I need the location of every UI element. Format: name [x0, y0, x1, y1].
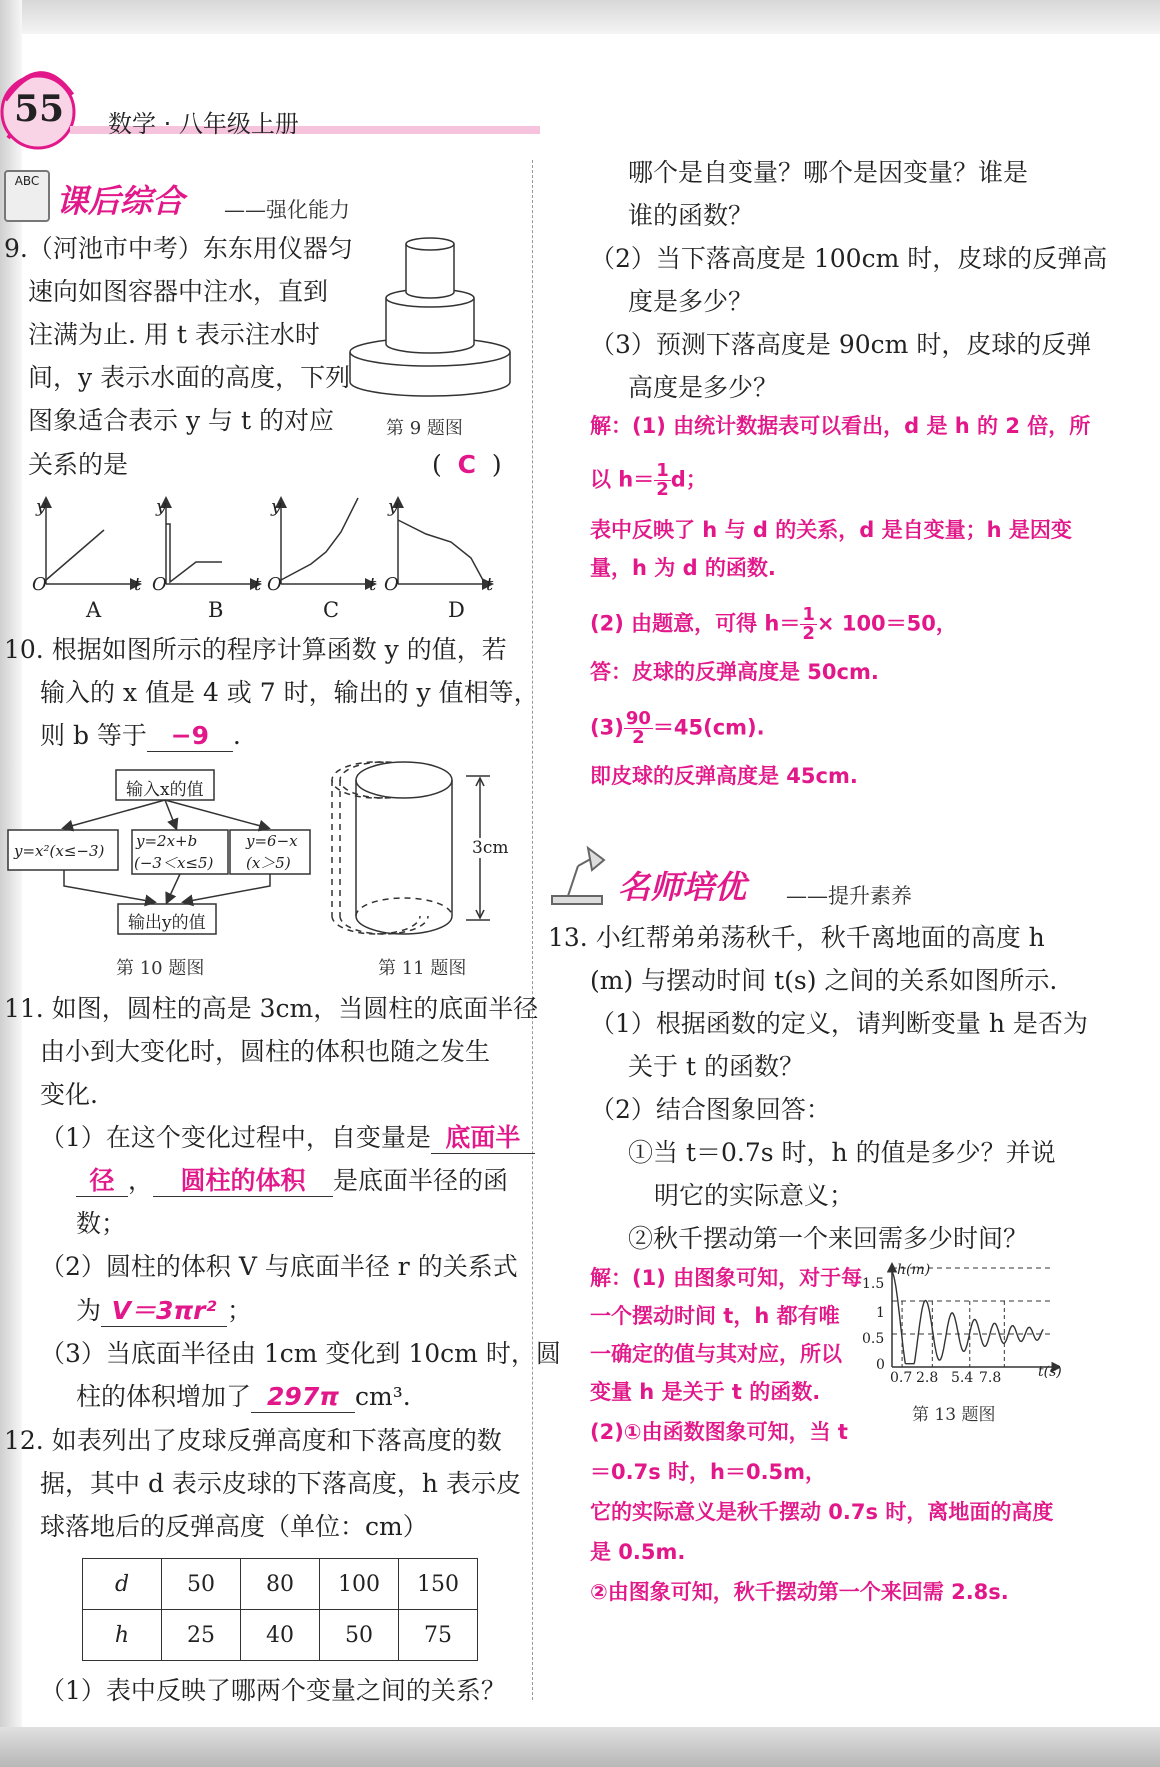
q9-line-6: 关系的是: [28, 450, 129, 479]
q10-line-2: 输入的 x 值是 4 或 7 时，输出的 y 值相等，: [40, 678, 539, 707]
q13-sol-7: 它的实际意义是秋千摆动 0.7s 时，离地面的高度: [590, 1500, 1054, 1524]
q13-ytick-1: 1: [876, 1305, 885, 1321]
q11-p3-line-2: 柱的体积增加了 297π cm³.: [76, 1382, 411, 1411]
page-shadow-bottom: [0, 1727, 1160, 1767]
q12-line-3: 球落地后的反弹高度（单位：cm）: [40, 1512, 428, 1541]
q11-caption: 第 11 题图: [378, 958, 467, 979]
q9-b-origin: O: [152, 574, 167, 595]
q9-d-origin: O: [384, 574, 399, 595]
q13-sol-1: 解：(1) 由图象可知，对于每: [590, 1266, 863, 1290]
q13-line-8: ②秋千摆动第一个来回需多少时间？: [628, 1224, 1029, 1253]
q9-option-d: D: [448, 598, 465, 622]
q13-sol-8: 是 0.5m.: [590, 1540, 686, 1564]
table-cell: 50: [162, 1559, 241, 1610]
q13-x-label: t(s): [1038, 1364, 1062, 1380]
q9-a-y: y: [36, 496, 47, 517]
q10-caption: 第 10 题图: [116, 958, 205, 979]
q9-c-y: y: [271, 496, 282, 517]
q9-line-5: 图象适合表示 y 与 t 的对应: [28, 406, 334, 435]
q12-line-2: 据，其中 d 表示皮球的下落高度，h 表示皮: [40, 1469, 521, 1498]
lamp-icon: [548, 842, 608, 908]
q9-line-2: 速向如图容器中注水，直到: [28, 277, 329, 306]
q12-p3-1: （3）预测下落高度是 90cm 时，皮球的反弹: [590, 330, 1092, 359]
table-cell: 50: [320, 1610, 399, 1661]
q11-answer-4: 297π: [251, 1382, 355, 1413]
flow-right-2: (x＞5): [246, 854, 291, 872]
q11-p1-line-2: 径 ， 圆柱的体积 是底面半径的函: [76, 1166, 508, 1197]
flow-mid-1: y=2x+b: [136, 832, 198, 850]
q9-line-1: 9.（河池市中考）东东用仪器匀: [4, 234, 353, 263]
q13-sol-6: ＝0.7s 时，h＝0.5m，: [590, 1460, 827, 1484]
q9-answer: C: [457, 450, 477, 479]
section-subtitle-after-class: ——强化能力: [224, 198, 350, 222]
section-title-master: 名师培优: [618, 868, 747, 906]
q12-sol-1b: 以 h＝ $\frac{1}{2}$ d；: [590, 460, 707, 500]
table-cell: 75: [399, 1610, 478, 1661]
q12-sol-3: (2) 由题意，可得 h＝ $\frac{1}{2}$ × 100＝50，: [590, 604, 957, 644]
q9-line-4: 间，y 表示水面的高度，下列: [28, 363, 351, 392]
q11-answer-1b: 径: [76, 1166, 128, 1197]
q13-sol-2: 一个摆动时间 t，h 都有唯: [590, 1304, 840, 1328]
q11-p1-line-3: 数；: [76, 1209, 127, 1238]
q9-b-y: y: [156, 496, 167, 517]
q12-sol-fraction-3: $\frac{90}{2}$: [625, 708, 651, 748]
q13-line-1: 13. 小红帮弟弟荡秋千，秋千离地面的高度 h: [548, 923, 1045, 952]
q9-d-t: t: [486, 574, 494, 595]
page-number: 55: [14, 88, 65, 130]
q9-d-y: y: [388, 496, 399, 517]
flow-left: y=x²(x≤−3): [14, 842, 105, 860]
q11-answer-3: V＝3πr²: [101, 1296, 227, 1327]
table-cell: 150: [399, 1559, 478, 1610]
column-divider: [532, 160, 533, 1700]
table-cell: h: [83, 1610, 162, 1661]
q10-line-3: 则 b 等于 −9 .: [40, 721, 241, 750]
q9-option-c: C: [323, 598, 340, 622]
q13-sol-3: 一确定的值与其对应，所以: [590, 1342, 842, 1366]
q12-p2-1: （2）当下落高度是 100cm 时，皮球的反弹高: [590, 244, 1108, 273]
q12-p2-2: 度是多少？: [628, 287, 754, 316]
q9-line-3: 注满为止. 用 t 表示注水时: [28, 320, 320, 349]
q13-ytick-0: 0: [876, 1357, 885, 1373]
q11-p3-line: （3）当底面半径由 1cm 变化到 10cm 时，圆: [40, 1339, 561, 1368]
q11-p1-line: （1）在这个变化过程中，自变量是 底面半: [40, 1123, 535, 1154]
q13-line-7: 明它的实际意义；: [654, 1181, 855, 1210]
q12-data-table: [82, 1558, 478, 1661]
q13-line-3: （1）根据函数的定义，请判断变量 h 是否为: [590, 1009, 1088, 1038]
q11-height-label: 3cm: [472, 838, 509, 858]
flow-input: 输入x的值: [126, 780, 204, 800]
q13-ytick-0-5: 0.5: [862, 1331, 885, 1347]
q12-p1-cont-1: 哪个是自变量？哪个是因变量？谁是: [628, 158, 1029, 187]
q13-sol-9: ②由图象可知，秋千摆动第一个来回需 2.8s.: [590, 1580, 1009, 1604]
table-row: [83, 1610, 478, 1661]
q9-c-origin: O: [267, 574, 282, 595]
q9-option-a: A: [86, 598, 102, 622]
q12-sol-5: (3) $\frac{90}{2}$ ＝45(cm).: [590, 708, 765, 748]
q11-p2-line: （2）圆柱的体积 V 与底面半径 r 的关系式: [40, 1252, 518, 1281]
flow-right-1: y=6−x: [246, 832, 298, 850]
q11-line-1: 11. 如图，圆柱的高是 3cm，当圆柱的底面半径: [4, 994, 539, 1023]
q11-answer-2: 圆柱的体积: [153, 1166, 333, 1197]
q12-sol-6: 即皮球的反弹高度是 45cm.: [590, 764, 858, 788]
q13-xtick-2-8: 2.8: [916, 1370, 939, 1386]
q13-xtick-5-4: 5.4: [951, 1370, 974, 1386]
q9-answer-bracket: ( C ): [432, 450, 502, 479]
q12-p1: （1）表中反映了哪两个变量之间的关系？: [40, 1676, 506, 1705]
q13-y-label: h(m): [897, 1262, 931, 1278]
book-title: 数学 · 八年级上册: [108, 110, 299, 138]
q12-sol-fraction-2: $\frac{1}{2}$: [802, 604, 815, 644]
table-cell: 100: [320, 1559, 399, 1610]
q12-sol-fraction: $\frac{1}{2}$: [656, 460, 669, 500]
q12-sol-1a: 解：(1) 由统计数据表可以看出，d 是 h 的 2 倍，所: [590, 414, 1091, 438]
q13-sol-4: 变量 h 是关于 t 的函数.: [590, 1380, 821, 1404]
q13-ytick-1-5: 1.5: [862, 1276, 885, 1292]
q12-p3-2: 高度是多少？: [628, 373, 779, 402]
page-shadow-top: [0, 0, 1160, 34]
table-cell: 40: [241, 1610, 320, 1661]
q13-caption: 第 13 题图: [912, 1405, 996, 1425]
q9-a-t: t: [134, 574, 142, 595]
q13-line-5: （2）结合图象回答：: [590, 1095, 831, 1124]
q12-p1-cont-2: 谁的函数？: [628, 201, 754, 230]
q9-container-figure: [344, 232, 524, 402]
q13-xtick-7-8: 7.8: [979, 1370, 1002, 1386]
q13-graph: [860, 1262, 1060, 1382]
q13-xtick-0-7: 0.7: [890, 1370, 913, 1386]
q9-figure-caption: 第 9 题图: [386, 418, 463, 439]
table-cell: d: [83, 1559, 162, 1610]
q13-line-6: ①当 t＝0.7s 时，h 的值是多少？并说: [628, 1138, 1056, 1167]
flow-mid-2: (−3＜x≤5): [134, 854, 214, 872]
q10-answer: −9: [147, 721, 233, 752]
q13-sol-5: (2)①由函数图象可知，当 t: [590, 1420, 848, 1444]
q13-line-4: 关于 t 的函数？: [628, 1052, 804, 1081]
table-cell: 25: [162, 1610, 241, 1661]
table-row: [83, 1559, 478, 1610]
q13-curve: [892, 1272, 1043, 1364]
q9-b-t: t: [254, 574, 262, 595]
q12-sol-2a: 表中反映了 h 与 d 的关系，d 是自变量；h 是因变: [590, 518, 1072, 542]
q12-line-1: 12. 如表列出了皮球反弹高度和下落高度的数: [4, 1426, 502, 1455]
section-subtitle-master: ——提升素养: [786, 884, 912, 908]
q10-line-1: 10. 根据如图所示的程序计算函数 y 的值，若: [4, 635, 507, 664]
q13-line-2: (m) 与摆动时间 t(s) 之间的关系如图所示.: [590, 966, 1058, 995]
q12-sol-2b: 量，h 为 d 的函数.: [590, 556, 776, 580]
q12-sol-4: 答：皮球的反弹高度是 50cm.: [590, 660, 879, 684]
q11-p2-line-2: 为 V＝3πr² ；: [76, 1296, 253, 1325]
q11-line-3: 变化.: [40, 1080, 98, 1109]
q11-answer-1a: 底面半: [431, 1123, 535, 1154]
book-icon: ABC: [4, 170, 50, 222]
q9-a-origin: O: [32, 574, 47, 595]
flow-output: 输出y的值: [128, 913, 206, 933]
q9-option-b: B: [208, 598, 224, 622]
q9-c-t: t: [369, 574, 377, 595]
q11-line-2: 由小到大变化时，圆柱的体积也随之发生: [40, 1037, 491, 1066]
table-cell: 80: [241, 1559, 320, 1610]
section-title-after-class: 课后综合: [56, 182, 185, 220]
